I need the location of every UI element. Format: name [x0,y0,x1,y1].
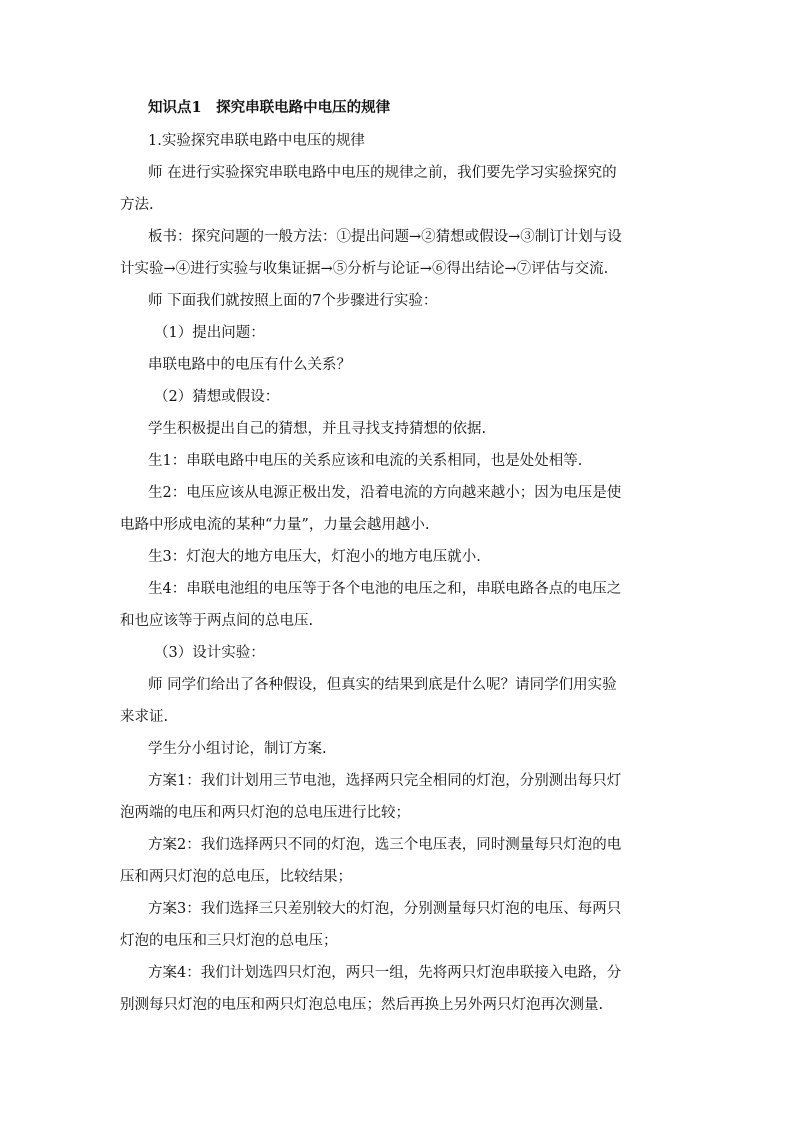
text-line: 方案4：我们计划选四只灯泡，两只一组，先将两只灯泡串联接入电路，分 [148,965,622,981]
paragraph [120,835,680,887]
text-line: 方案2：我们选择两只不同的灯泡，选三个电压表，同时测量每只灯泡的电 [148,837,622,853]
paragraph [120,963,680,1015]
text-line: 师 在进行实验探究串联电路中电压的规律之前，我们要先学习实验探究的 [148,165,617,181]
paragraph [120,163,680,215]
paragraph [120,387,680,407]
text-line: 来求证. [120,709,169,725]
text-line: 学生积极提出自己的猜想，并且寻找支持猜想的依据. [148,421,487,437]
text-line: 1.实验探究串联电路中电压的规律 [148,133,365,149]
paragraph [120,899,680,951]
text-line: 电路中形成电流的某种“力量”，力量会越用越小. [120,517,430,533]
paragraph [120,643,680,663]
text-line: 别测每只灯泡的电压和两只灯泡总电压；然后再换上另外两只灯泡再次测量. [120,997,604,1013]
text-line: （3）设计实验： [154,645,265,661]
text-line: 生2：电压应该从电源正极出发，沿着电流的方向越来越小；因为电压是使 [148,485,622,501]
paragraph [120,419,680,439]
paragraph [120,451,680,471]
paragraph [120,323,680,343]
text-line: 学生分小组讨论，制订方案. [148,741,327,757]
text-line: 计实验→④进行实验与收集证据→⑤分析与论证→⑥得出结论→⑦评估与交流. [120,261,609,277]
text-line: 方案1：我们计划用三节电池，选择两只完全相同的灯泡，分别测出每只灯 [148,773,622,789]
document-page [120,98,680,1027]
paragraph [120,227,680,279]
text-line: （2）猜想或假设： [154,389,280,405]
text-line: 串联电路中的电压有什么关系？ [148,357,351,373]
text-line: 生3：灯泡大的地方电压大，灯泡小的地方电压就小. [148,549,481,565]
document-body [120,131,680,1015]
text-line: 方案3：我们选择三只差别较大的灯泡，分别测量每只灯泡的电压、每两只 [148,901,622,917]
paragraph [120,547,680,567]
text-line: 生4：串联电池组的电压等于各个电池的电压之和，串联电路各点的电压之 [148,581,622,597]
paragraph [120,771,680,823]
text-line: （1）提出问题： [154,325,265,341]
text-line: 生1：串联电路中电压的关系应该和电流的关系相同，也是处处相等. [148,453,583,469]
paragraph [120,579,680,631]
text-line: 师 同学们给出了各种假设，但真实的结果到底是什么呢？请同学们用实验 [148,677,617,693]
paragraph [120,131,680,151]
text-line: 灯泡的电压和三只灯泡的总电压； [120,933,338,949]
paragraph [120,355,680,375]
text-line: 方法. [120,197,154,213]
section-heading: 知识点1 探究串联电路中电压的规律 [148,99,391,116]
text-line: 师 下面我们就按照上面的7个步骤进行实验： [148,293,438,309]
paragraph [120,739,680,759]
paragraph [120,483,680,535]
paragraph [120,291,680,311]
text-line: 和也应该等于两点间的总电压. [120,613,314,629]
text-line: 压和两只灯泡的总电压，比较结果； [120,869,352,885]
text-line: 板书：探究问题的一般方法：①提出问题→②猜想或假设→③制订计划与设 [148,229,622,245]
text-line: 泡两端的电压和两只灯泡的总电压进行比较； [120,805,410,821]
paragraph [120,675,680,727]
